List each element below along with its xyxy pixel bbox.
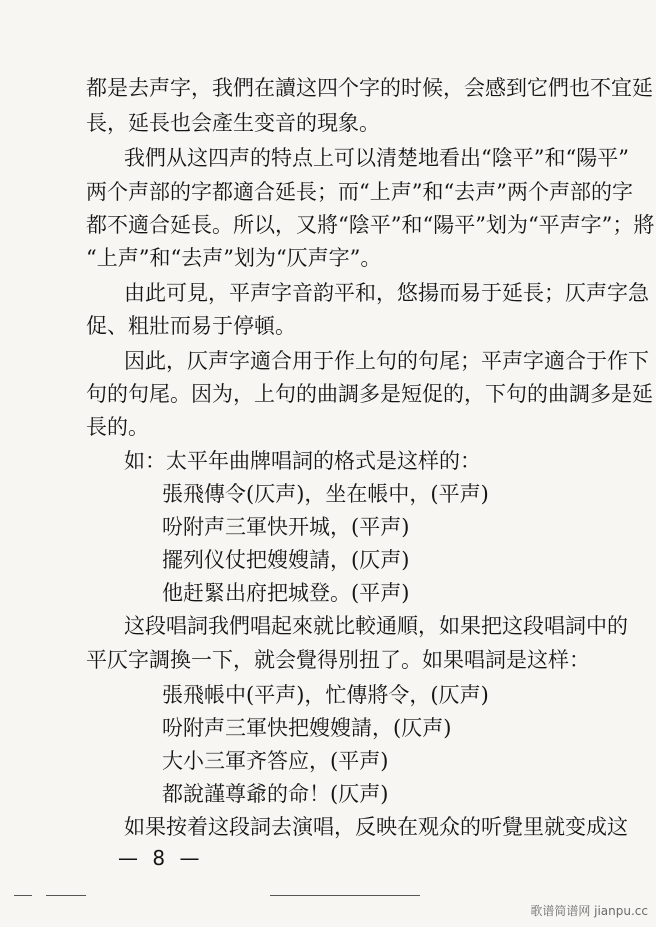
lyric-line: 大小三軍齐答应，(平声) [162,749,389,773]
body-text-line: 都不適合延長。所以，又將“陰平”和“陽平”划为“平声字”；將 [86,213,655,237]
lyric-line: 張飛傳令(仄声)，坐在帳中，(平声) [162,482,489,506]
page-bottom-rule [0,893,656,899]
example-intro: 如：太平年曲牌唱詞的格式是这样的： [124,449,481,473]
body-text-line: 我們从这四声的特点上可以清楚地看出“陰平”和“陽平” [124,146,629,170]
body-text-line: 促、粗壯而易于停頓。 [86,314,296,338]
body-text-line: 这段唱詞我們唱起來就比較通順，如果把这段唱詞中的 [124,614,628,638]
body-text-line: 因此，仄声字適合用于作上句的句尾；平声字適合于作下 [124,349,649,373]
body-text-line: 如果按着这段詞去演唱，反映在观众的听覺里就变成这 [124,815,628,839]
page-number: — 8 — [118,846,204,870]
body-text-line: “上声”和“去声”划为“仄声字”。 [86,246,382,270]
body-text-line: 長的。 [86,415,149,439]
body-text-line: 都是去声字，我們在讀这四个字的时候，会感到它們也不宜延 [86,76,653,100]
body-text-line: 長，延長也会產生变音的現象。 [86,111,380,135]
lyric-line: 吩附声三軍快开城，(平声) [162,515,410,539]
body-text-line: 平仄字調換一下，就会覺得別扭了。如果唱詞是这样： [86,648,590,672]
lyric-line: 都說謹尊爺的命！(仄声) [162,782,389,806]
body-text-line: 由此可見，平声字音韵平和，悠揚而易于延長；仄声字急 [124,281,649,305]
lyric-line: 張飛帳中(平声)，忙傳將令，(仄声) [162,683,489,707]
lyric-line: 他赶緊出府把城登。(平声) [162,581,410,605]
body-text-line: 句的句尾。因为，上句的曲調多是短促的，下句的曲調多是延 [86,382,653,406]
lyric-line: 吩附声三軍快把嫂嫂請，(仄声) [162,716,452,740]
site-watermark: 歌谱简谱网 jianpu.cc [530,904,648,918]
lyric-line: 擺列仪仗把嫂嫂請，(仄声) [162,548,410,572]
body-text-line: 两个声部的字都適合延長；而“上声”和“去声”两个声部的字 [86,180,633,204]
